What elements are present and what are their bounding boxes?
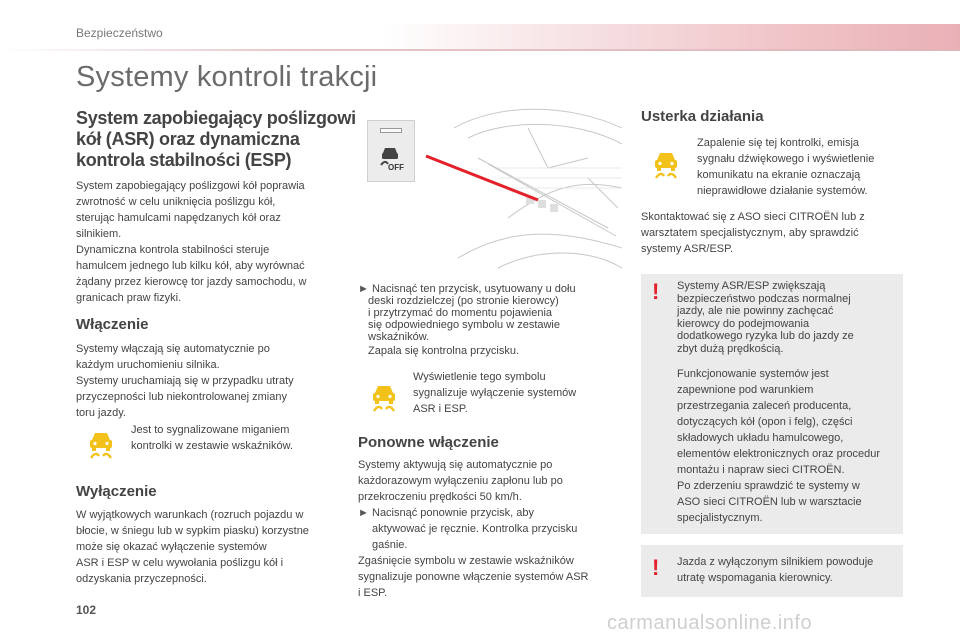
text-line: Po zderzeniu sprawdzić te systemy w	[677, 480, 860, 492]
text-line: się odpowiedniego symbolu w zestawie	[368, 319, 560, 331]
text-line: żądany przez kierowcę tor jazdy samochodu, w	[76, 276, 307, 288]
text-line: Zapalenie się tej kontrolki, emisja	[697, 137, 860, 149]
exclamation-icon: !	[652, 555, 660, 580]
main-heading-line: kół (ASR) oraz dynamiczna	[76, 129, 300, 149]
text-line: Wyświetlenie tego symbolu	[413, 371, 546, 383]
main-heading-line: System zapobiegający poślizgowi	[76, 108, 356, 128]
text-line: Nacisnąć ten przycisk, usytuowany u dołu	[372, 283, 576, 295]
text-line: przyczepności lub niekontrolowanej zmiany	[76, 391, 287, 403]
exclamation-icon: !	[652, 279, 660, 304]
text-line: montażu i napraw sieci CITROËN.	[677, 464, 845, 476]
fault-heading: Usterka działania	[641, 108, 764, 125]
button-off-label: OFF	[388, 163, 404, 172]
fault-icon-text	[697, 135, 907, 199]
text-line: i przytrzymać do momentu pojawienia	[368, 307, 553, 319]
text-line: hamulcem jednego lub kilku kół, aby wyrównać	[76, 260, 305, 272]
note1b-text	[677, 366, 899, 526]
text-line: dodatkowego ryzyka lub do jazdy ze	[677, 330, 854, 342]
text-line: Zapala się kontrolna przycisku.	[368, 345, 520, 357]
text-line: toru jazdy.	[76, 407, 126, 419]
press-text	[358, 283, 628, 357]
text-line: dotyczących kół (opon i felg), części	[677, 416, 853, 428]
main-heading-line: kontrola stabilności (ESP)	[76, 150, 292, 170]
note-box-steering	[641, 545, 903, 597]
text-line: i ESP.	[358, 587, 388, 599]
text-line: Systemy ASR/ESP zwiększają	[677, 280, 826, 292]
skid-car-off-icon	[369, 381, 399, 413]
text-line: sygnalizuje wyłączenie systemów	[413, 387, 577, 399]
text-line: Skontaktować się z ASO sieci CITROËN lub z	[641, 211, 865, 223]
arrow-bullet-icon: ►	[358, 507, 369, 519]
arrow-bullet-icon: ►	[358, 283, 369, 295]
note1-text	[677, 280, 899, 355]
text-line: aktywować je ręcznie. Kontrolka przycisku	[372, 523, 578, 535]
skid-car-icon	[86, 428, 116, 460]
symbol-text	[413, 369, 628, 417]
text-line: gaśnie.	[372, 539, 408, 551]
text-line: zapewnione pod warunkiem	[677, 384, 814, 396]
reenable-heading: Ponowne włączenie	[358, 434, 499, 451]
text-line: Dynamiczna kontrola stabilności steruje	[76, 244, 270, 256]
text-line: jazdy, ale nie powinny zachęcać	[677, 305, 834, 317]
text-line: sygnału dźwiękowego i wyświetlenie	[697, 153, 875, 165]
text-line: wskaźników.	[368, 331, 430, 343]
text-line: elementów elektronicznych oraz procedur	[677, 448, 880, 460]
text-line: może się okazać wyłączenie systemów	[76, 541, 267, 553]
text-line: Jest to sygnalizowane miganiem	[131, 424, 290, 436]
skid-car-fault-icon	[651, 148, 681, 180]
section-title: Bezpieczeństwo	[76, 26, 163, 40]
enable-heading: Włączenie	[76, 316, 149, 333]
text-line: Jazda z wyłączonym silnikiem powoduje	[677, 556, 874, 568]
text-line: silnikiem.	[76, 228, 122, 240]
text-line: deski rozdzielczej (po stronie kierowcy)	[368, 295, 559, 307]
text-line: sterując hamulcami napędzanych kół oraz	[76, 212, 281, 224]
text-line: ASO sieci CITROËN lub w warsztacie	[677, 496, 862, 508]
contact-text	[641, 209, 911, 257]
text-line: każdym uruchomieniu silnika.	[76, 359, 220, 371]
text-line: zbyt dużą prędkością.	[677, 342, 784, 355]
note-box-safety	[641, 274, 903, 534]
text-line: błocie, w śniegu lub w sypkim piasku) korzystne	[76, 525, 309, 537]
page-title: Systemy kontroli trakcji	[76, 61, 378, 93]
text-line: Zgaśnięcie symbolu w zestawie wskaźników	[358, 555, 574, 567]
text-line: sygnalizuje ponowne włączenie systemów ASR	[358, 571, 589, 583]
header-rule	[0, 49, 960, 51]
text-line: granicach praw fizyki.	[76, 292, 182, 304]
intro-text	[76, 178, 346, 306]
watermark: carmanualsonline.info	[607, 612, 813, 634]
text-line: nieprawidłowe działanie systemów.	[697, 185, 868, 197]
text-line: kontrolki w zestawie wskaźników.	[131, 440, 294, 452]
text-line: Nacisnąć ponownie przycisk, aby	[372, 507, 535, 519]
disable-heading: Wyłączenie	[76, 483, 157, 500]
text-line: kierowcy do podejmowania	[677, 317, 810, 330]
note2-text	[677, 554, 901, 586]
text-line: warsztatem specjalistycznym, aby sprawdzić	[641, 227, 859, 239]
text-line: komunikatu na ekranie oznaczają	[697, 169, 861, 181]
text-line: każdorazowym wyłączeniu zapłonu lub po	[358, 475, 563, 487]
enable-icon-text	[131, 422, 351, 454]
text-line: systemy ASR/ESP.	[641, 243, 734, 255]
text-line: odzyskania przyczepności.	[76, 573, 207, 585]
enable-text	[76, 341, 346, 421]
text-line: ASR i ESP.	[413, 403, 468, 415]
esp-off-button-icon	[367, 120, 415, 182]
text-line: bezpieczeństwo podczas normalnej	[677, 292, 851, 305]
text-line: System zapobiegający poślizgowi kół poprawia	[76, 180, 305, 192]
text-line: Funkcjonowanie systemów jest	[677, 368, 829, 380]
reenable-text	[358, 457, 628, 601]
text-line: Systemy włączają się automatycznie po	[76, 343, 270, 355]
text-line: utratę wspomagania kierownicy.	[677, 572, 833, 584]
text-line: zwrotność w celu uniknięcia poślizgu kół,	[76, 196, 276, 208]
text-line: ASR i ESP w celu wywołania poślizgu kół i	[76, 557, 284, 569]
disable-text	[76, 507, 346, 587]
text-line: Systemy uruchamiają się w przypadku utraty	[76, 375, 294, 387]
page-number: 102	[76, 603, 97, 617]
text-line: W wyjątkowych warunkach (rozruch pojazdu w	[76, 509, 304, 521]
text-line: specjalistycznym.	[677, 512, 763, 524]
text-line: przestrzegania zaleceń producenta,	[677, 400, 852, 412]
header-band	[380, 24, 960, 50]
text-line: Systemy aktywują się automatycznie po	[358, 459, 553, 471]
main-heading	[76, 108, 356, 171]
text-line: przekroczeniu prędkości 50 km/h.	[358, 491, 522, 503]
text-line: składowych układu hamulcowego,	[677, 432, 844, 444]
